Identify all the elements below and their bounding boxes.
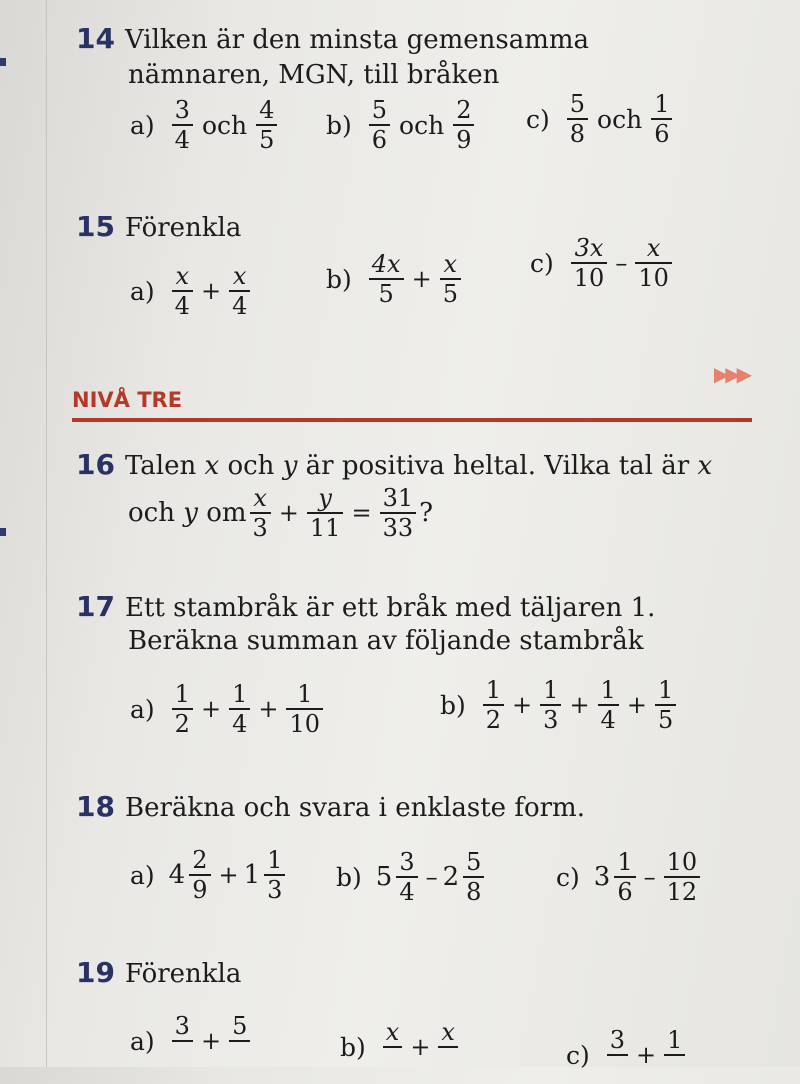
part-label: b) (440, 690, 466, 720)
operator: – (425, 863, 438, 891)
whole-number: 2 (442, 862, 460, 892)
q14-part-b (326, 96, 477, 154)
question-text: Talen x och y är positiva heltal. Vilka tal är x (124, 451, 713, 481)
part-label: c) (566, 1040, 590, 1070)
fraction: x (383, 1018, 403, 1076)
fraction: $\frac{1}{3}$ (264, 846, 285, 904)
operator: + (626, 691, 647, 719)
conjunction: och (201, 110, 248, 140)
variable: y (183, 498, 198, 528)
question-15 (76, 210, 241, 245)
fraction: $\frac{x}{4}$ (229, 262, 250, 320)
fraction: 1 (664, 1026, 685, 1084)
fraction: $\frac{x}{3}$ (250, 484, 271, 542)
level-header (72, 362, 752, 424)
q18-part-a (130, 846, 288, 904)
question-16 (76, 448, 712, 483)
whole-number: 4 (168, 860, 186, 890)
edge-mark (0, 528, 6, 536)
part-label: a) (130, 276, 155, 306)
part-label: b) (326, 110, 352, 140)
fraction: $\frac{1}{3}$ (540, 676, 561, 734)
question-19 (76, 956, 241, 991)
fraction: $\frac{2}{9}$ (453, 96, 474, 154)
part-label: b) (326, 264, 352, 294)
fraction: $\frac{1}{5}$ (655, 676, 676, 734)
part-label: a) (130, 110, 155, 140)
fraction: $\frac{x}{5}$ (440, 250, 461, 308)
operator: – (615, 249, 628, 277)
q18-part-b (336, 848, 487, 906)
edge-mark (0, 58, 6, 66)
question-text: Vilken är den minsta gemensamma (124, 25, 590, 55)
q18-part-c (556, 848, 703, 906)
fraction: $\frac{1}{2}$ (172, 680, 193, 738)
part-label: c) (556, 862, 580, 892)
part-label: b) (340, 1032, 366, 1062)
question-number: 18 (76, 790, 115, 823)
fraction: $\frac{10}{12}$ (664, 848, 701, 906)
fraction: $\frac{1}{4}$ (598, 676, 619, 734)
fraction: $\frac{1}{6}$ (651, 90, 672, 148)
question-number: 17 (76, 590, 115, 623)
operator: + (410, 1033, 431, 1061)
q15-part-b (326, 250, 464, 308)
question-text: Ett stambråk är ett bråk med täljaren 1. (124, 593, 656, 623)
operator: + (258, 695, 279, 723)
operator: + (569, 691, 590, 719)
question-text: Beräkna summan av följande stambråk (128, 626, 644, 656)
question-text: Förenkla (124, 213, 242, 243)
question-text: Beräkna och svara i enklaste form. (124, 793, 585, 823)
question-mark: ? (419, 498, 434, 528)
question-number: 16 (76, 448, 115, 481)
fraction: $\frac{3x}{10}$ (571, 234, 608, 292)
operator: + (411, 265, 432, 293)
question-14 (76, 22, 589, 57)
operator: + (278, 499, 299, 527)
fraction: $\frac{3}{4}$ (396, 848, 417, 906)
fraction: $\frac{1}{10}$ (286, 680, 323, 738)
operator: + (200, 695, 222, 723)
q17-part-b (440, 676, 679, 734)
triple-arrow-icon: ▶▶▶ (713, 362, 748, 386)
fraction: $\frac{y}{11}$ (307, 484, 344, 542)
text: och (128, 498, 175, 528)
question-number: 14 (76, 22, 115, 55)
fraction: $\frac{3}{4}$ (172, 96, 193, 154)
fraction: 3 (172, 1012, 193, 1070)
q17-part-a (130, 680, 326, 738)
question-number: 15 (76, 210, 115, 243)
whole-number: 5 (375, 862, 393, 892)
question-text: nämnaren, MGN, till bråken (128, 60, 500, 90)
level-divider (72, 418, 752, 422)
fraction: $\frac{x}{10}$ (635, 234, 672, 292)
conjunction: och (399, 110, 445, 140)
operator: + (200, 1027, 222, 1055)
operator: = (351, 499, 372, 527)
operator: + (512, 691, 533, 719)
level-title: NIVÅ TRE (72, 388, 183, 412)
fraction: $\frac{5}{6}$ (369, 96, 390, 154)
fraction: $\frac{1}{2}$ (483, 676, 504, 734)
q15-part-a (130, 262, 253, 320)
fraction: $\frac{5}{8}$ (463, 848, 484, 906)
question-18 (76, 790, 585, 825)
fraction: 5 (229, 1012, 250, 1070)
q14-part-a (130, 96, 280, 154)
q14-part-c (526, 90, 675, 148)
margin-line (46, 0, 47, 1067)
fraction: 3 (607, 1026, 628, 1084)
q19-part-c (566, 1026, 688, 1084)
operator: + (200, 277, 222, 305)
q19-part-a (130, 1012, 253, 1070)
operator: + (218, 861, 239, 889)
q16-equation (128, 484, 433, 542)
fraction: $\frac{x}{4}$ (172, 262, 193, 320)
fraction: $\frac{2}{9}$ (189, 846, 210, 904)
part-label: a) (130, 694, 155, 724)
fraction: $\frac{5}{8}$ (567, 90, 588, 148)
part-label: c) (526, 104, 550, 134)
fraction: x (438, 1018, 458, 1076)
part-label: b) (336, 862, 362, 892)
fraction: $\frac{1}{4}$ (229, 680, 250, 738)
part-label: a) (130, 1026, 155, 1056)
fraction: $\frac{4x}{5}$ (369, 250, 404, 308)
whole-number: 1 (243, 860, 261, 890)
q15-part-c (530, 234, 675, 292)
part-label: a) (130, 860, 155, 890)
question-number: 19 (76, 956, 115, 989)
operator: + (636, 1041, 657, 1069)
q19-part-b (340, 1018, 461, 1076)
fraction: $\frac{4}{5}$ (256, 96, 277, 154)
operator: – (643, 863, 656, 891)
question-17 (76, 590, 655, 625)
part-label: c) (530, 248, 554, 278)
whole-number: 3 (593, 862, 611, 892)
text: om (206, 498, 247, 528)
fraction: $\frac{31}{33}$ (380, 484, 417, 542)
question-text: Förenkla (124, 959, 242, 989)
conjunction: och (597, 104, 643, 134)
fraction: $\frac{1}{6}$ (614, 848, 635, 906)
